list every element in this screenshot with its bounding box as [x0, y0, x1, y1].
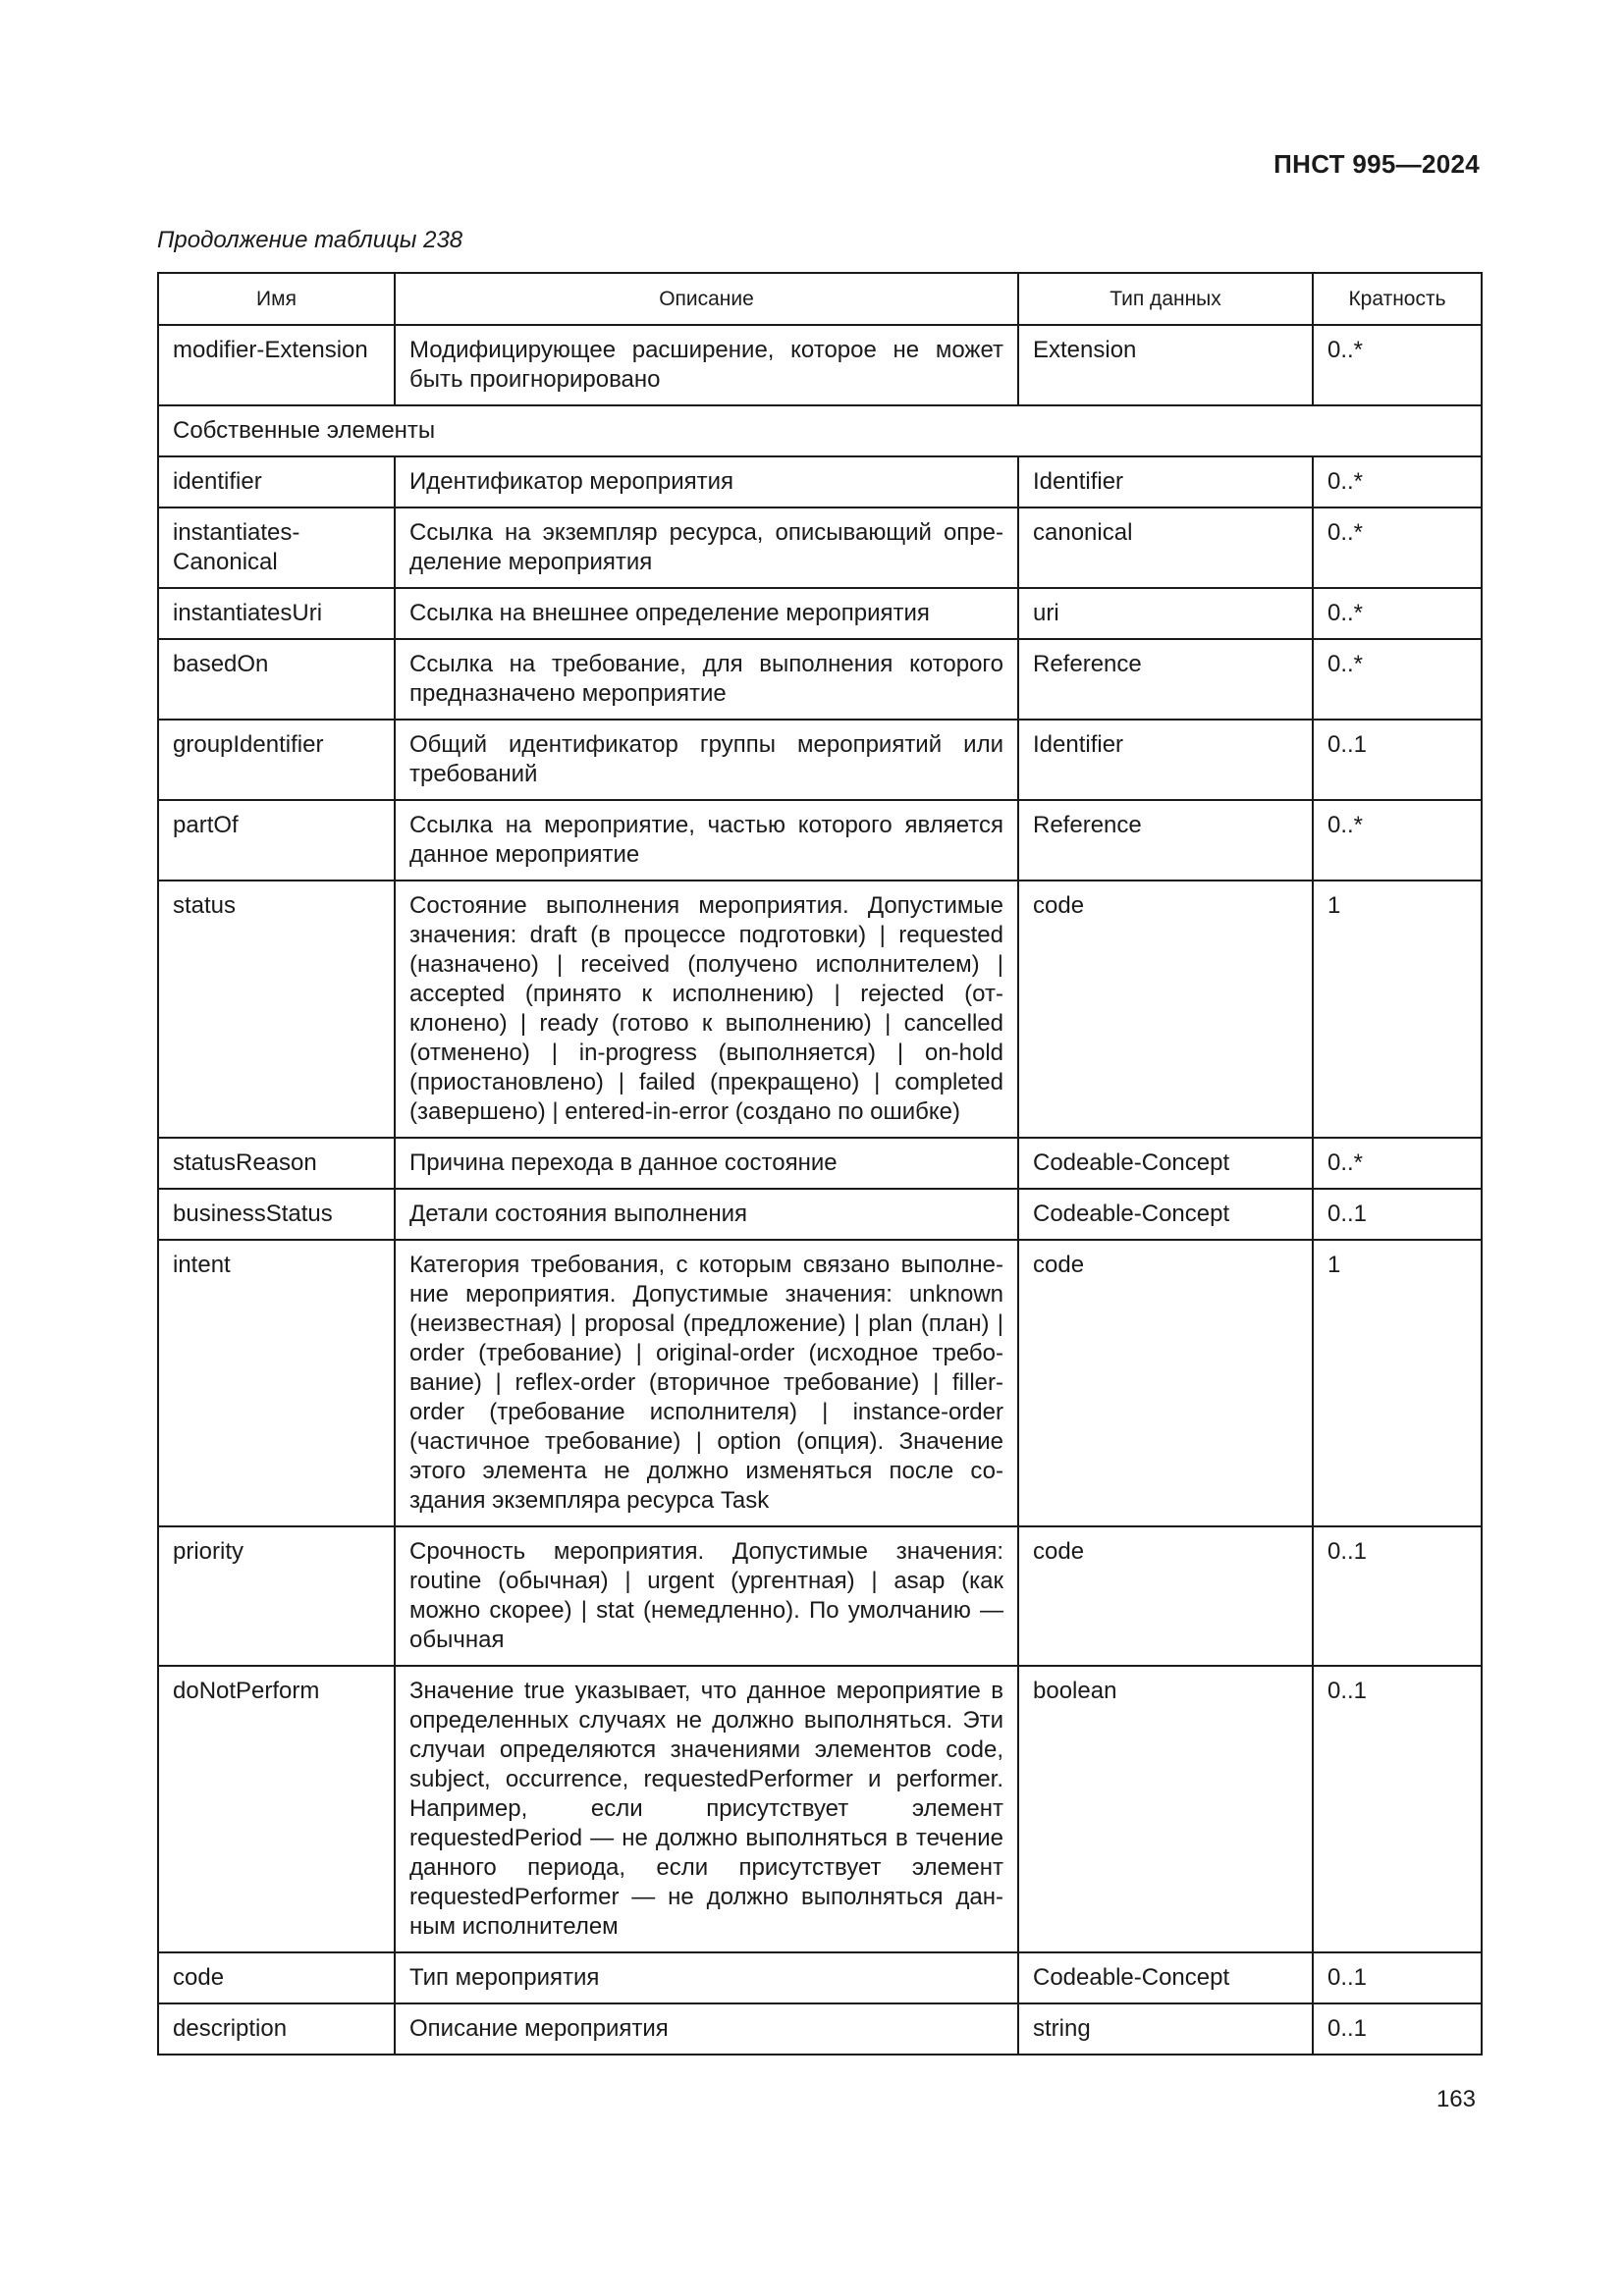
table-row	[158, 456, 1482, 507]
cell-data-type: Codeable-Concept	[1018, 1952, 1313, 2003]
cell-data-type: uri	[1018, 588, 1313, 639]
cell-description: Тип мероприятия	[395, 1952, 1018, 2003]
table-row	[158, 325, 1482, 405]
column-header-name: Имя	[158, 273, 395, 325]
cell-name: groupIdentifier	[158, 720, 395, 800]
cell-description: Детали состояния выполнения	[395, 1189, 1018, 1240]
cell-description: Значение true указывает, что данное мероприятие в определенных случаях не должно выполняться. Эти случаи определяются значениями элементов code, subject, occurrence, requestedPerformer и performer. Например, если присутствует элемент requestedPeriod — не должно выполняться в течение данного периода, если присутствует элемент requestedPerformer — не должно выполняться данным исполнителем	[395, 1666, 1018, 1952]
cell-cardinality: 0..1	[1313, 1189, 1482, 1240]
cell-cardinality: 0..1	[1313, 1526, 1482, 1666]
cell-cardinality: 0..1	[1313, 1666, 1482, 1952]
table-row	[158, 1526, 1482, 1666]
table-row	[158, 588, 1482, 639]
cell-name: businessStatus	[158, 1189, 395, 1240]
page-number: 163	[1435, 2086, 1476, 2112]
table-row	[158, 800, 1482, 881]
cell-description: Ссылка на требование, для выполнения которого предназначено мероприятие	[395, 639, 1018, 720]
cell-cardinality: 0..1	[1313, 1952, 1482, 2003]
column-header-data-type: Тип данных	[1018, 273, 1313, 325]
cell-name: code	[158, 1952, 395, 2003]
cell-description: Срочность мероприятия. Допустимые значения: routine (обычная) | urgent (ургентная) | asap (как можно скорее) | stat (немедленно). По умолчанию — обычная	[395, 1526, 1018, 1666]
document-code: ПНСТ 995—2024	[1273, 149, 1480, 179]
cell-name: description	[158, 2003, 395, 2055]
table-row	[158, 1189, 1482, 1240]
cell-name: intent	[158, 1240, 395, 1526]
cell-name: modifier-Extension	[158, 325, 395, 405]
cell-name: status	[158, 881, 395, 1138]
cell-cardinality: 0..*	[1313, 1138, 1482, 1189]
cell-cardinality: 1	[1313, 881, 1482, 1138]
cell-data-type: Codeable-Concept	[1018, 1189, 1313, 1240]
table-caption: Продолжение таблицы 238	[157, 227, 463, 253]
cell-description: Ссылка на экземпляр ресурса, описывающий определение мероприятия	[395, 507, 1018, 588]
cell-data-type: Extension	[1018, 325, 1313, 405]
cell-cardinality: 0..1	[1313, 2003, 1482, 2055]
cell-name: partOf	[158, 800, 395, 881]
cell-description: Состояние выполнения мероприятия. Допустимые значения: draft (в процессе подготовки) | requested (назначено) | received (получено исполнителем) | accepted (принято к исполнению) | rejected (отклонено) | ready (готово к выполнению) | cancelled (отменено) | in-progress (выполняется) | on-hold (приостановлено) | failed (прекращено) | completed (завершено) | entered-in-error (создано по ошибке)	[395, 881, 1018, 1138]
cell-data-type: code	[1018, 881, 1313, 1138]
cell-data-type: code	[1018, 1240, 1313, 1526]
cell-cardinality: 0..*	[1313, 639, 1482, 720]
table-row	[158, 639, 1482, 720]
table-header-row	[158, 273, 1482, 325]
cell-description: Причина перехода в данное состояние	[395, 1138, 1018, 1189]
cell-cardinality: 0..*	[1313, 800, 1482, 881]
cell-data-type: Codeable-Concept	[1018, 1138, 1313, 1189]
cell-data-type: Identifier	[1018, 720, 1313, 800]
cell-name: basedOn	[158, 639, 395, 720]
cell-name: instantiatesUri	[158, 588, 395, 639]
cell-name: priority	[158, 1526, 395, 1666]
cell-cardinality: 1	[1313, 1240, 1482, 1526]
cell-cardinality: 0..*	[1313, 507, 1482, 588]
cell-description: Категория требования, с которым связано выполнение мероприятия. Допустимые значения: unknown (неизвестная) | proposal (предложение) | plan (план) | order (требование) | original-order (исходное требование) | reflex-order (вторичное требование) | filler-order (требование исполнителя) | instance-order (частичное требование) | option (опция). Значение этого элемента не должно изменяться после создания экземпляра ресурса Task	[395, 1240, 1018, 1526]
cell-name: instantiates- Canonical	[158, 507, 395, 588]
cell-name: doNotPerform	[158, 1666, 395, 1952]
cell-cardinality: 0..*	[1313, 325, 1482, 405]
cell-data-type: Reference	[1018, 639, 1313, 720]
section-row	[158, 405, 1482, 456]
table-row	[158, 1666, 1482, 1952]
table-row	[158, 1138, 1482, 1189]
cell-cardinality: 0..1	[1313, 720, 1482, 800]
table-row	[158, 1952, 1482, 2003]
cell-data-type: Reference	[1018, 800, 1313, 881]
column-header-cardinality: Кратность	[1313, 273, 1482, 325]
column-header-description: Описание	[395, 273, 1018, 325]
cell-description: Общий идентификатор группы мероприятий или требований	[395, 720, 1018, 800]
table-row	[158, 720, 1482, 800]
cell-description: Идентификатор мероприятия	[395, 456, 1018, 507]
table-row	[158, 1240, 1482, 1526]
cell-name: identifier	[158, 456, 395, 507]
table-row	[158, 881, 1482, 1138]
cell-data-type: canonical	[1018, 507, 1313, 588]
cell-data-type: boolean	[1018, 1666, 1313, 1952]
table-row	[158, 2003, 1482, 2055]
cell-description: Ссылка на внешнее определение мероприятия	[395, 588, 1018, 639]
cell-data-type: code	[1018, 1526, 1313, 1666]
cell-name: statusReason	[158, 1138, 395, 1189]
cell-data-type: string	[1018, 2003, 1313, 2055]
table-row	[158, 507, 1482, 588]
cell-data-type: Identifier	[1018, 456, 1313, 507]
cell-cardinality: 0..*	[1313, 588, 1482, 639]
section-title: Собственные элементы	[158, 405, 1482, 456]
cell-description: Описание мероприятия	[395, 2003, 1018, 2055]
cell-cardinality: 0..*	[1313, 456, 1482, 507]
cell-description: Модифицирующее расширение, которое не может быть проигнорировано	[395, 325, 1018, 405]
specification-table	[157, 272, 1483, 2056]
cell-description: Ссылка на мероприятие, частью которого является данное мероприятие	[395, 800, 1018, 881]
